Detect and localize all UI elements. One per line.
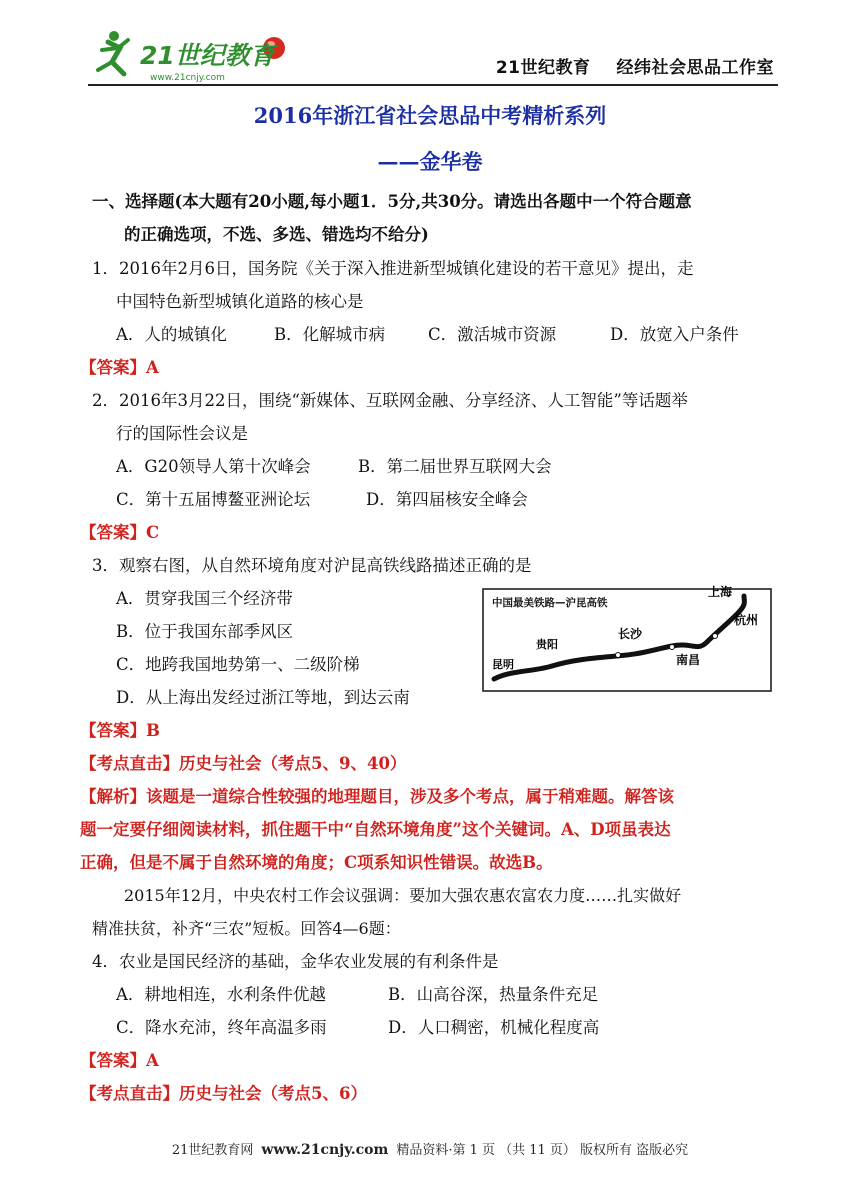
q3-kaodian: 【考点直击】历史与社会（考点5、9、40） <box>80 754 407 773</box>
q3-answer: 【答案】B <box>80 721 160 740</box>
page-subtitle: ——金华卷 <box>377 149 483 174</box>
q1-option-a: A．人的城镇化 <box>116 325 227 344</box>
q2-option-a: A．G20领导人第十次峰会 <box>116 457 311 476</box>
q4-option-a: A．耕地相连，水利条件优越 <box>116 985 326 1004</box>
q2-option-c: C．第十五届博鳌亚洲论坛 <box>116 490 311 509</box>
map-title: 中国最美铁路—沪昆高铁 <box>492 597 608 609</box>
q1-answer: 【答案】A <box>80 358 159 377</box>
q2-stem-line1: 2．2016年3月22日，围绕“新媒体、互联网金融、分享经济、人工智能”等话题举 <box>92 391 688 410</box>
city-guiyang: 贵阳 <box>536 638 558 651</box>
q3-option-a: A．贯穿我国三个经济带 <box>116 589 293 608</box>
q3-analysis-line3: 正确，但是不属于自然环境的角度；C项系知识性错误。故选B。 <box>80 853 553 872</box>
q3-option-c: C．地跨我国地势第一、二级阶梯 <box>116 655 360 674</box>
material-line2: 精准扶贫，补齐“三农”短板。回答4—6题： <box>92 919 401 938</box>
svg-text:21世纪教育: 21世纪教育 <box>140 41 275 70</box>
q1-option-b: B．化解城市病 <box>274 325 386 344</box>
q3-analysis-line2: 题一定要仔细阅读材料，抓住题干中“自然环境角度”这个关键词。A、D项虽表达 <box>80 820 671 839</box>
railway-map-figure <box>482 584 772 692</box>
city-hangzhou: 杭州 <box>734 613 759 627</box>
q3-option-d: D．从上海出发经过浙江等地，到达云南 <box>116 688 410 707</box>
section-heading-line2: 的正确选项，不选、多选、错选均不给分) <box>124 225 429 244</box>
q1-option-d: D．放宽入户条件 <box>610 325 739 344</box>
q4-option-c: C．降水充沛，终年高温多雨 <box>116 1018 327 1037</box>
city-changsha: 长沙 <box>618 627 643 641</box>
q2-option-b: B．第二届世界互联网大会 <box>358 457 552 476</box>
q4-kaodian: 【考点直击】历史与社会（考点5、6） <box>80 1084 367 1103</box>
q3-stem: 3．观察右图，从自然环境角度对沪昆高铁线路描述正确的是 <box>92 556 532 575</box>
q4-option-b: B．山高谷深，热量条件充足 <box>388 985 599 1004</box>
q2-stem-line2: 行的国际性会议是 <box>116 424 248 443</box>
header-studio: 经纬社会思品工作室 <box>616 58 774 78</box>
city-nanchang: 南昌 <box>676 653 701 667</box>
header-right-text <box>496 53 774 78</box>
21cnjy-logo <box>88 26 288 86</box>
q4-answer: 【答案】A <box>80 1051 159 1070</box>
section-heading-line1: 一、选择题(本大题有20小题,每小题1．5分,共30分。请选出各题中一个符合题意 <box>92 192 692 211</box>
q4-option-d: D．人口稠密，机械化程度高 <box>388 1018 600 1037</box>
city-kunming: 昆明 <box>492 658 514 671</box>
header-org: 21世纪教育 <box>495 58 591 78</box>
q2-answer: 【答案】C <box>80 523 160 542</box>
page-footer <box>0 1139 860 1158</box>
q3-option-b: B．位于我国东部季风区 <box>116 622 294 641</box>
q4-stem: 4．农业是国民经济的基础，金华农业发展的有利条件是 <box>92 952 499 971</box>
q1-option-c: C．激活城市资源 <box>428 325 557 344</box>
q3-analysis-line1: 【解析】该题是一道综合性较强的地理题目，涉及多个考点，属于稍难题。解答该 <box>80 787 674 806</box>
q1-stem-line1: 1．2016年2月6日，国务院《关于深入推进新型城镇化建设的若干意见》提出，走 <box>92 259 694 278</box>
page-title: 2016年浙江省社会思品中考精析系列 <box>253 103 607 128</box>
footer-site: 21世纪教育网 <box>171 1143 254 1158</box>
svg-text:www.21cnjy.com: www.21cnjy.com <box>150 73 225 83</box>
q1-stem-line2: 中国特色新型城镇化道路的核心是 <box>116 292 364 311</box>
material-line1: 2015年12月，中央农村工作会议强调：要加大强农惠农富农力度……扎实做好 <box>124 886 682 905</box>
q2-option-d: D．第四届核安全峰会 <box>366 490 528 509</box>
page-header <box>88 18 778 86</box>
city-shanghai: 上海 <box>708 585 733 599</box>
footer-url-link[interactable]: www.21cnjy.com <box>261 1142 389 1158</box>
footer-copyright: 精品资料·第 1 页 （共 11 页） 版权所有 盗版必究 <box>396 1143 689 1158</box>
